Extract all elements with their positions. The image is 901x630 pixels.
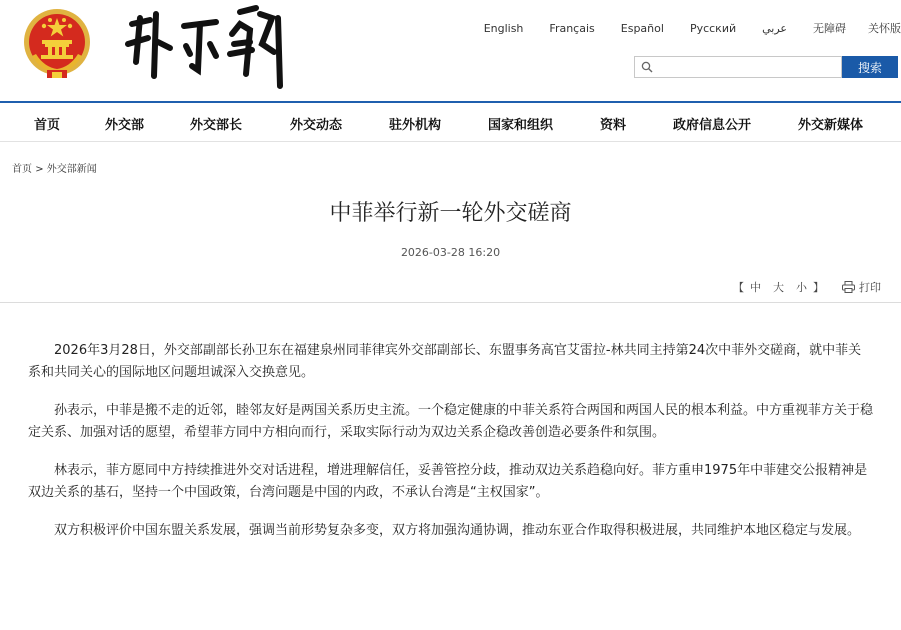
font-size-small-button[interactable]: 小 [796, 281, 807, 294]
national-emblem-icon[interactable] [22, 6, 92, 80]
article-body [28, 340, 874, 558]
article-paragraph: 林表示，菲方愿同中方持续推进外交对话进程，增进理解信任，妥善管控分歧，推动双边关系趋稳向好。菲方重申1975年中菲建交公报精神是双边关系的基石，坚持一个中国政策，台湾问题是中国的内政，不承认台湾是“主权国家”。 [28, 463, 868, 500]
lang-french-link[interactable]: Français [549, 21, 595, 35]
main-nav [0, 103, 901, 141]
nav-item-missions-abroad[interactable]: 驻外机构 [389, 118, 442, 133]
font-size-large-button[interactable]: 大 [773, 281, 784, 294]
nav-item-resources[interactable]: 资料 [600, 118, 627, 133]
search-box [634, 56, 842, 78]
nav-item-minister[interactable]: 外交部长 [190, 118, 243, 133]
lang-english-link[interactable]: English [483, 21, 524, 35]
article-paragraph: 2026年3月28日，外交部副部长孙卫东在福建泉州同菲律宾外交部副部长、东盟事务高官艾雷拉-林共同主持第24次中菲外交磋商，就中菲关系和共同关心的国际地区问题坦诚深入交换意见。 [28, 343, 862, 380]
font-size-bracket-close: 】 [813, 281, 824, 294]
font-size-bracket-open: 【 [733, 281, 744, 294]
breadcrumb-current-link[interactable]: 外交部新闻 [46, 164, 97, 175]
search-icon [641, 61, 653, 73]
search-input[interactable] [657, 58, 841, 78]
site-header [0, 0, 901, 102]
breadcrumb-home-link[interactable]: 首页 [12, 164, 32, 175]
article-tools [733, 279, 881, 295]
nav-divider [0, 141, 901, 142]
print-label: 打印 [859, 281, 881, 294]
brand-calligraphy-logo[interactable] [120, 4, 300, 94]
nav-item-ministry[interactable]: 外交部 [105, 118, 145, 133]
search-button[interactable]: 搜索 [842, 56, 898, 78]
nav-item-government-info[interactable]: 政府信息公开 [673, 118, 752, 133]
nav-item-new-media[interactable]: 外交新媒体 [798, 118, 864, 133]
print-button[interactable] [842, 279, 881, 295]
breadcrumb-separator: > [35, 164, 44, 175]
article-title: 中菲举行新一轮外交磋商 [329, 201, 572, 226]
nav-item-diplomatic-news[interactable]: 外交动态 [290, 118, 343, 133]
lang-arabic-link[interactable]: عربي [762, 21, 787, 35]
nav-item-countries-organizations[interactable]: 国家和组织 [488, 118, 554, 133]
lang-russian-link[interactable]: Русский [689, 21, 737, 35]
breadcrumb [12, 160, 97, 175]
language-bar [458, 20, 901, 36]
tools-divider [0, 302, 901, 303]
nav-item-home[interactable]: 首页 [34, 118, 61, 133]
article-paragraph: 孙表示，中菲是搬不走的近邻，睦邻友好是两国关系历史主流。一个稳定健康的中菲关系符合两国和两国人民的根本利益。中方重视菲方关于稳定关系、加强对话的愿望，希望菲方同中方相向而行，采取实际行动为双边关系企稳改善创造必要条件和氛围。 [28, 403, 874, 440]
accessibility-link[interactable]: 无障碍 [813, 22, 846, 35]
article-paragraph: 双方积极评价中国东盟关系发展，强调当前形势复杂多变，双方将加强沟通协调，推动东亚合作取得积极进展，共同维护本地区稳定与发展。 [54, 523, 861, 538]
print-icon [842, 281, 855, 293]
lang-spanish-link[interactable]: Español [620, 21, 664, 35]
article-date: 2026-03-28 16:20 [400, 246, 501, 259]
elderly-care-link[interactable]: 关怀版 [868, 22, 901, 35]
font-size-medium-button[interactable]: 中 [750, 281, 761, 294]
